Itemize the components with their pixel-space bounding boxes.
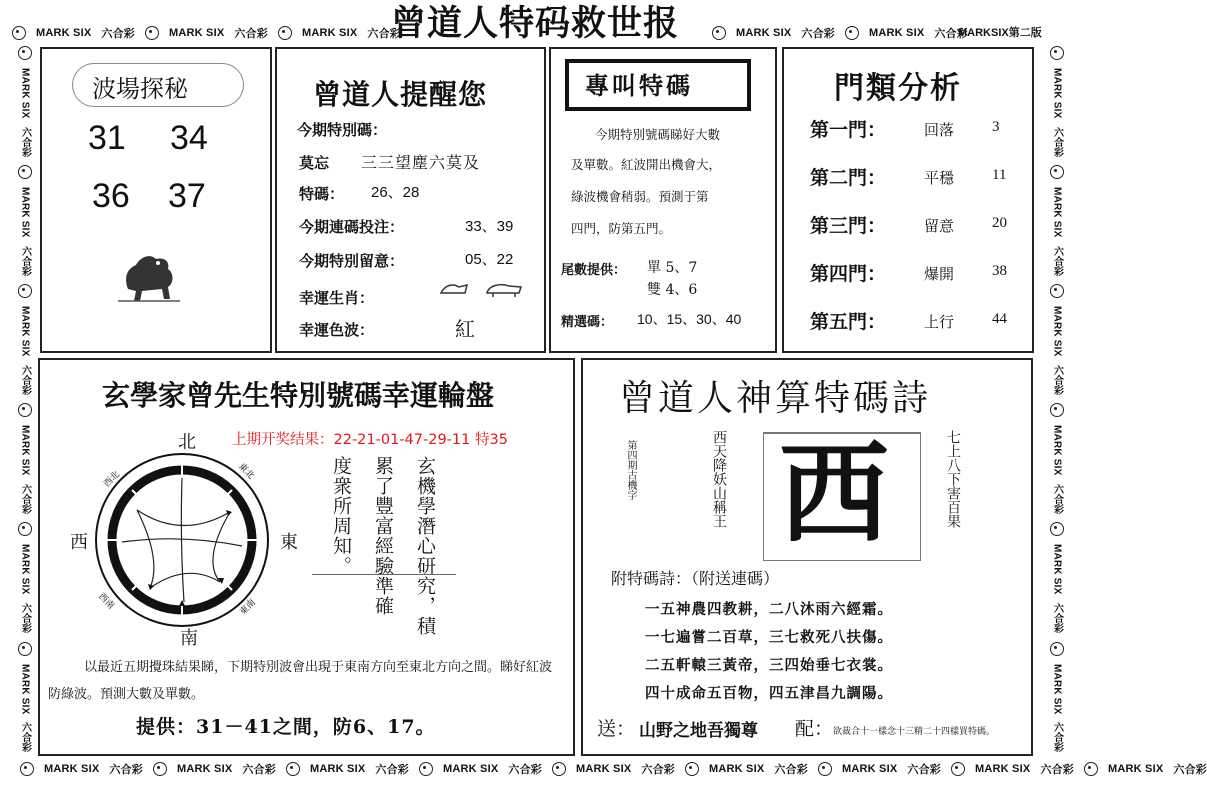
brand-text-cn: 六合彩 bbox=[19, 722, 31, 753]
secret-number-3: 36 bbox=[92, 177, 130, 215]
brand-text-cn: 六合彩 bbox=[934, 28, 968, 40]
brand-text: MARK SIX bbox=[736, 27, 792, 39]
brand-text: MARK SIX bbox=[1051, 187, 1063, 238]
brand-text-cn: 六合彩 bbox=[19, 364, 31, 396]
flower-icon bbox=[845, 26, 859, 40]
flower-icon bbox=[20, 762, 34, 776]
brand-text-cn: 六合彩 bbox=[109, 764, 143, 776]
poem-line-1: 西天降妖山稱王 bbox=[711, 430, 727, 528]
wheel-south: 南 bbox=[180, 628, 198, 649]
brand-text-cn: 六合彩 bbox=[907, 764, 941, 776]
flower-icon bbox=[1050, 46, 1064, 60]
poem-big-char: 西 bbox=[779, 430, 889, 558]
flower-icon bbox=[18, 522, 32, 536]
edition-label: MARKSIX第二版 bbox=[958, 27, 1042, 39]
flower-icon bbox=[278, 26, 292, 40]
brand-text: MARK SIX bbox=[19, 306, 31, 357]
brand-text: MARK SIX bbox=[19, 663, 31, 715]
reminder-title: 曾道人提醒您 bbox=[313, 78, 488, 111]
flower-icon bbox=[18, 403, 32, 417]
wheel-west: 西 bbox=[70, 532, 88, 553]
brand-text-cn: 六合彩 bbox=[774, 764, 808, 776]
gate-label-1: 第一門： bbox=[810, 119, 887, 141]
gate-word-3: 留意 bbox=[924, 217, 955, 235]
secret-title: 波場探秘 bbox=[92, 75, 188, 103]
brand-text-cn: 六合彩 bbox=[19, 483, 31, 515]
reminder-panel bbox=[275, 47, 546, 353]
poem-verse-3: 二五軒轅三黃帝，三四始垂七衣裳。 bbox=[645, 657, 893, 674]
dog-illustration bbox=[114, 245, 184, 305]
poem-verse-1: 一五神農四教耕，二八沐雨六經霜。 bbox=[645, 601, 893, 618]
brand-text: MARK SIX bbox=[869, 27, 925, 39]
wheel-panel bbox=[38, 358, 575, 756]
brand-text-cn: 六合彩 bbox=[19, 245, 31, 277]
brand-text-cn: 六合彩 bbox=[1051, 483, 1063, 515]
brand-text: MARK SIX bbox=[169, 27, 225, 39]
tema-value: 26、28 bbox=[371, 184, 420, 201]
brand-text-cn: 六合彩 bbox=[234, 28, 268, 40]
pick-label: 精選碼： bbox=[561, 315, 614, 330]
poem-verse-4: 四十成命五百物，四五津昌九調陽。 bbox=[645, 685, 893, 702]
page-title: 曾道人特码救世报 bbox=[390, 3, 679, 44]
wheel-description: 以最近五期攪珠結果睇，下期特別波會出現于東南方向至東北方向之間。睇好紅波防綠波。預測大數及單數。 bbox=[48, 660, 553, 702]
brand-text: MARK SIX bbox=[302, 27, 358, 39]
pick-value: 10、15、30、40 bbox=[637, 311, 742, 327]
brand-text-cn: 六合彩 bbox=[242, 764, 276, 776]
ring-label-se: 東南 bbox=[238, 597, 258, 618]
brand-text: MARK SIX bbox=[576, 763, 632, 775]
expert-line-2: 及單數。紅波開出機會大， bbox=[571, 157, 722, 172]
flower-icon bbox=[18, 46, 32, 60]
wheel-column-1: 玄機學潛心研究，積 bbox=[414, 456, 436, 636]
top-left-brand-strip bbox=[12, 22, 401, 44]
brand-text-cn: 六合彩 bbox=[1051, 364, 1063, 396]
brand-text-cn: 六合彩 bbox=[1051, 126, 1063, 158]
color-value: 紅 bbox=[455, 317, 475, 341]
flower-icon bbox=[712, 26, 726, 40]
wheel-column-2: 累了豐富經驗準確 bbox=[372, 456, 394, 616]
poem-panel bbox=[581, 358, 1033, 756]
gate-number-4: 38 bbox=[992, 263, 1007, 279]
secret-panel bbox=[40, 47, 272, 353]
flower-icon bbox=[1050, 642, 1064, 656]
combo-label: 今期連碼投注： bbox=[299, 218, 405, 236]
wheel-east: 東 bbox=[280, 532, 298, 553]
secret-number-1: 31 bbox=[88, 119, 126, 157]
match-label: 配： bbox=[795, 718, 834, 740]
gate-number-5: 44 bbox=[992, 311, 1007, 327]
flower-icon bbox=[1050, 165, 1064, 179]
brand-text-cn: 六合彩 bbox=[1051, 245, 1063, 277]
ring-label-ne: 東北 bbox=[236, 461, 256, 482]
expert-title: 專叫特碼 bbox=[585, 71, 693, 100]
tail-label: 尾數提供： bbox=[561, 263, 627, 278]
brand-text: MARK SIX bbox=[1051, 663, 1063, 715]
flower-icon bbox=[18, 284, 32, 298]
flower-icon bbox=[1050, 522, 1064, 536]
brand-text: MARK SIX bbox=[443, 763, 499, 775]
flower-icon bbox=[286, 762, 300, 776]
secret-number-2: 34 bbox=[170, 119, 208, 157]
gate-number-3: 20 bbox=[992, 215, 1007, 231]
gate-word-5: 上行 bbox=[924, 313, 955, 331]
brand-text: MARK SIX bbox=[19, 425, 31, 476]
color-label: 幸運色波： bbox=[299, 321, 375, 339]
ring-label-sw: 西南 bbox=[96, 591, 116, 612]
gate-label-2: 第二門： bbox=[810, 167, 887, 189]
flower-icon bbox=[1084, 762, 1098, 776]
forget-label: 莫忘 bbox=[299, 154, 330, 172]
brand-text-cn: 六合彩 bbox=[101, 28, 135, 40]
brand-text-cn: 六合彩 bbox=[367, 28, 401, 40]
flower-icon bbox=[12, 26, 26, 40]
brand-text: MARK SIX bbox=[1051, 68, 1063, 119]
forget-value: 三三望塵六莫及 bbox=[361, 153, 481, 172]
attention-label: 今期特別留意： bbox=[299, 252, 405, 270]
right-brand-strip bbox=[1046, 46, 1068, 756]
flower-icon bbox=[951, 762, 965, 776]
brand-text: MARK SIX bbox=[19, 544, 31, 595]
brand-text: MARK SIX bbox=[310, 763, 366, 775]
flower-icon bbox=[153, 762, 167, 776]
flower-icon bbox=[1050, 284, 1064, 298]
wheel-divider bbox=[312, 574, 456, 575]
wheel-title: 玄學家曾先生特別號碼幸運輪盤 bbox=[102, 379, 495, 412]
gate-label-4: 第四門： bbox=[810, 263, 887, 285]
brand-text-cn: 六合彩 bbox=[375, 764, 409, 776]
flower-icon bbox=[145, 26, 159, 40]
brand-text: MARK SIX bbox=[1051, 425, 1063, 476]
brand-text: MARK SIX bbox=[1108, 763, 1164, 775]
wheel-north: 北 bbox=[178, 432, 196, 453]
tema-label: 特碼： bbox=[299, 185, 345, 203]
gate-label-5: 第五門： bbox=[810, 311, 887, 333]
wheel-provide: 提供：31－41之間，防6、17。 bbox=[136, 716, 436, 738]
brand-text: MARK SIX bbox=[1051, 544, 1063, 595]
brand-text: MARK SIX bbox=[19, 187, 31, 238]
tail-even: 雙 4、6 bbox=[647, 282, 698, 298]
gate-number-2: 11 bbox=[992, 167, 1007, 183]
flower-icon bbox=[685, 762, 699, 776]
brand-text-cn: 六合彩 bbox=[19, 126, 31, 158]
brand-text: MARK SIX bbox=[44, 763, 100, 775]
flower-icon bbox=[18, 165, 32, 179]
match-value: 欲裁合十一樣念十三精二十四樣買特碼。 bbox=[833, 727, 996, 737]
flower-icon bbox=[18, 642, 32, 656]
brand-text: MARK SIX bbox=[1051, 306, 1063, 357]
gate-word-1: 回落 bbox=[924, 121, 955, 139]
brand-text: MARK SIX bbox=[19, 68, 31, 119]
poem-title: 曾道人神算特碼詩 bbox=[619, 378, 932, 419]
poem-attach: 附特碼詩：（附送連碼） bbox=[611, 569, 780, 588]
poem-side-note: 第四期古機字 bbox=[625, 440, 636, 500]
brand-text-cn: 六合彩 bbox=[1173, 764, 1207, 776]
expert-panel bbox=[549, 47, 777, 353]
flower-icon bbox=[552, 762, 566, 776]
wheel-column-3: 度衆所周知。 bbox=[330, 456, 352, 576]
gate-word-2: 平穩 bbox=[924, 169, 955, 187]
brand-text-cn: 六合彩 bbox=[508, 764, 542, 776]
ring-label-nw: 西北 bbox=[102, 469, 122, 490]
brand-text: MARK SIX bbox=[177, 763, 233, 775]
tail-odd: 單 5、7 bbox=[647, 260, 698, 276]
zodiac-animals-icon bbox=[437, 277, 527, 299]
brand-text-cn: 六合彩 bbox=[1040, 764, 1074, 776]
send-label: 送： bbox=[597, 718, 636, 740]
brand-text: MARK SIX bbox=[975, 763, 1031, 775]
attention-value: 05、22 bbox=[465, 251, 514, 268]
brand-text-cn: 六合彩 bbox=[1051, 722, 1063, 753]
last-result: 上期开奖结果：22-21-01-47-29-11 特35 bbox=[232, 432, 508, 448]
zodiac-label: 幸運生肖： bbox=[299, 289, 375, 307]
brand-text: MARK SIX bbox=[36, 27, 92, 39]
brand-text: MARK SIX bbox=[842, 763, 898, 775]
flower-icon bbox=[818, 762, 832, 776]
send-value: 山野之地吾獨尊 bbox=[639, 721, 758, 741]
expert-line-4: 四門，防第五門。 bbox=[571, 221, 672, 236]
gate-word-4: 爆開 bbox=[924, 265, 955, 283]
bottom-brand-strip bbox=[20, 758, 1207, 780]
secret-number-4: 37 bbox=[168, 177, 206, 215]
poem-line-2: 七上八下害百果 bbox=[945, 430, 961, 528]
poem-verse-2: 一七遍嘗二百草，三七救死八扶傷。 bbox=[645, 629, 893, 646]
brand-text: MARK SIX bbox=[709, 763, 765, 775]
flower-icon bbox=[419, 762, 433, 776]
brand-text-cn: 六合彩 bbox=[19, 602, 31, 634]
gate-label-3: 第三門： bbox=[810, 215, 887, 237]
brand-text-cn: 六合彩 bbox=[1051, 602, 1063, 634]
expert-line-1: 今期特別號碼睇好大數 bbox=[595, 127, 721, 142]
brand-text-cn: 六合彩 bbox=[801, 28, 835, 40]
expert-line-3: 綠波機會稍弱。預測于第 bbox=[571, 189, 709, 204]
gate-number-1: 3 bbox=[992, 119, 1000, 135]
combo-value: 33、39 bbox=[465, 218, 514, 235]
brand-text-cn: 六合彩 bbox=[641, 764, 675, 776]
gates-title: 門類分析 bbox=[834, 71, 962, 106]
flower-icon bbox=[1050, 403, 1064, 417]
gates-panel bbox=[782, 47, 1034, 353]
special-label: 今期特別碼： bbox=[297, 121, 388, 139]
left-brand-strip bbox=[14, 46, 36, 756]
